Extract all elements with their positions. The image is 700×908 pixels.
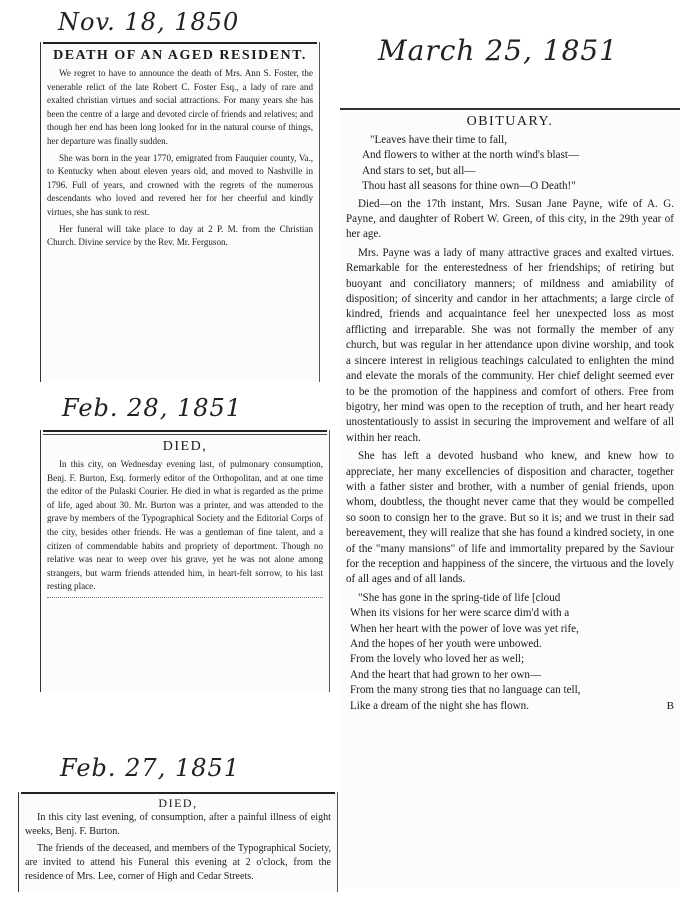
paragraph: She was born in the year 1770, emigrated from Fauquier county, Va., to Kentucky when about eleven years old, and moved to Nashville in 1796. Full of years, and crowned with the regrets of the numerous descendants who loved and revered her for her cheerful and kindly virtues, she has sunk to rest. <box>47 152 313 217</box>
paragraph: She has left a devoted husband who knew, and knew how to appreciate, her many excellencies of disposition and character, together with a father sister and brother, with a number of genial friends, upon whom, doubtless, the thought never came that they would be compelled so soon to consign her to the grave. But so it is; and we trust in their sad bereavement, they will realize that she has found a kindred society, in one of the "many mansions" of life and immortality prepared by the Saviour for the reception and happiness of the sincere, the virtuous and the lovely of all ages and of all lands. <box>346 450 674 586</box>
paragraph: Died—on the 17th instant, Mrs. Susan Jane Payne, wife of A. G. Payne, and daughter of Robert W. Green, of this city, in the 29th year of her age. <box>346 197 674 241</box>
clipping-foster <box>40 42 320 382</box>
date-march-25-1851: March 25, 1851 <box>378 34 619 67</box>
verse-line: And stars to set, but all— <box>362 164 476 177</box>
paragraph: In this city last evening, of consumption, after a painful illness of eight weeks, Benj. F. Burton. <box>25 812 331 837</box>
rule <box>340 108 680 110</box>
clipping-burton-2 <box>18 792 338 892</box>
signature: B <box>666 700 674 713</box>
headline: DIED, <box>158 796 198 810</box>
dotted-rule <box>47 597 323 598</box>
date-feb-28-1851: Feb. 28, 1851 <box>62 394 243 422</box>
headline: DIED, <box>162 439 208 454</box>
verse-line: Thou hast all seasons for thine own—O Death!" <box>362 180 576 193</box>
rule <box>21 792 335 794</box>
headline: OBITUARY. <box>466 114 554 129</box>
verse-line: From the many strong ties that no language can tell, <box>350 684 581 697</box>
rule <box>43 42 317 44</box>
paragraph: Her funeral will take place to day at 2 P. M. from the Christian Church. Divine service by the Rev. Mr. Ferguson. <box>47 223 313 248</box>
paragraph: Mrs. Payne was a lady of many attractive graces and exalted virtues. Remarkable for the enterestedness of her friendships; of retiring but buoyant and conciliatory manners; of mildness and amiability of disposition; of sincerity and candor in her attachments; a large circle of kindred, friends and acquaintance feel her unexpected loss as most afflicting and irreparable. She was not formally the member of any church, but was regular in her attendance upon divine worship, and took a sincere interest in religious teachings calculated to enlighten the mind and elevate the morals of the community. Her chief delight seemed ever to be the promotion of the happiness and comfort of others. Free from bigotry, her mind was open to the reception of truth, and her heart ready unostentatiously to assist in securing the improvement and welfare of all within her reach. <box>346 246 674 444</box>
verse-line: "She has gone in the spring-tide of life [cloud <box>358 591 561 604</box>
paragraph: In this city, on Wednesday evening last, of pulmonary consumption, Benj. F. Burton, Esq. formerly editor of the Orthopolitan, and at one time the editor of the Pulaski Courier. He died in what is regarded as the prime of life, aged about 30. Mr. Burton was a printer, and was attended to the grave by members of the Typographical Society and the Editorial Corps of the city, besides other friends. He was a gentleman of fine talent, and a citizen of commendable habits and propriety of deportment. Though no relative was near to weep over his grave, yet he was not alone among strangers, but warm friends attended him, in heart-felt sorrow, to his last resting place. <box>47 459 323 592</box>
verse-line: And the heart that had grown to her own— <box>350 668 542 681</box>
date-feb-27-1851: Feb. 27, 1851 <box>60 754 241 782</box>
rule <box>43 430 327 432</box>
verse-line: "Leaves have their time to fall, <box>370 134 507 146</box>
verse-line: When its visions for her were scarce dim'd with a <box>350 607 570 620</box>
verse-line: Like a dream of the night she has flown. <box>350 699 529 712</box>
paragraph: The friends of the deceased, and members of the Typographical Society, are invited to attend his Funeral this evening at 2 o'clock, from the residence of Mrs. Lee, corner of High and Cedar Streets. <box>25 842 331 882</box>
clipping-burton-1 <box>40 430 330 692</box>
headline: DEATH OF AN AGED RESIDENT. <box>53 48 307 63</box>
verse-line: And flowers to wither at the north wind's blast— <box>362 149 580 162</box>
date-nov-18-1850: Nov. 18, 1850 <box>58 8 240 36</box>
paragraph: We regret to have to announce the death of Mrs. Ann S. Foster, the venerable relict of the late Robert C. Foster Esq., a lady of rare and exalted christian virtues and social attractions. For many years she has been the centre of a large and devoted circle of friends and relatives; and though her end has been long looked for in the natural course of things, her departure was finally sudden. <box>47 68 313 146</box>
clipping-obituary <box>340 108 680 888</box>
verse-line: And the hopes of her youth were unbowed. <box>350 638 542 650</box>
verse-closing <box>340 591 680 714</box>
verse-line: From the lovely who loved her as well; <box>350 653 525 666</box>
verse-opening <box>340 133 680 195</box>
verse-line: When her heart with the power of love was yet rife, <box>350 622 579 635</box>
rule <box>43 434 327 435</box>
